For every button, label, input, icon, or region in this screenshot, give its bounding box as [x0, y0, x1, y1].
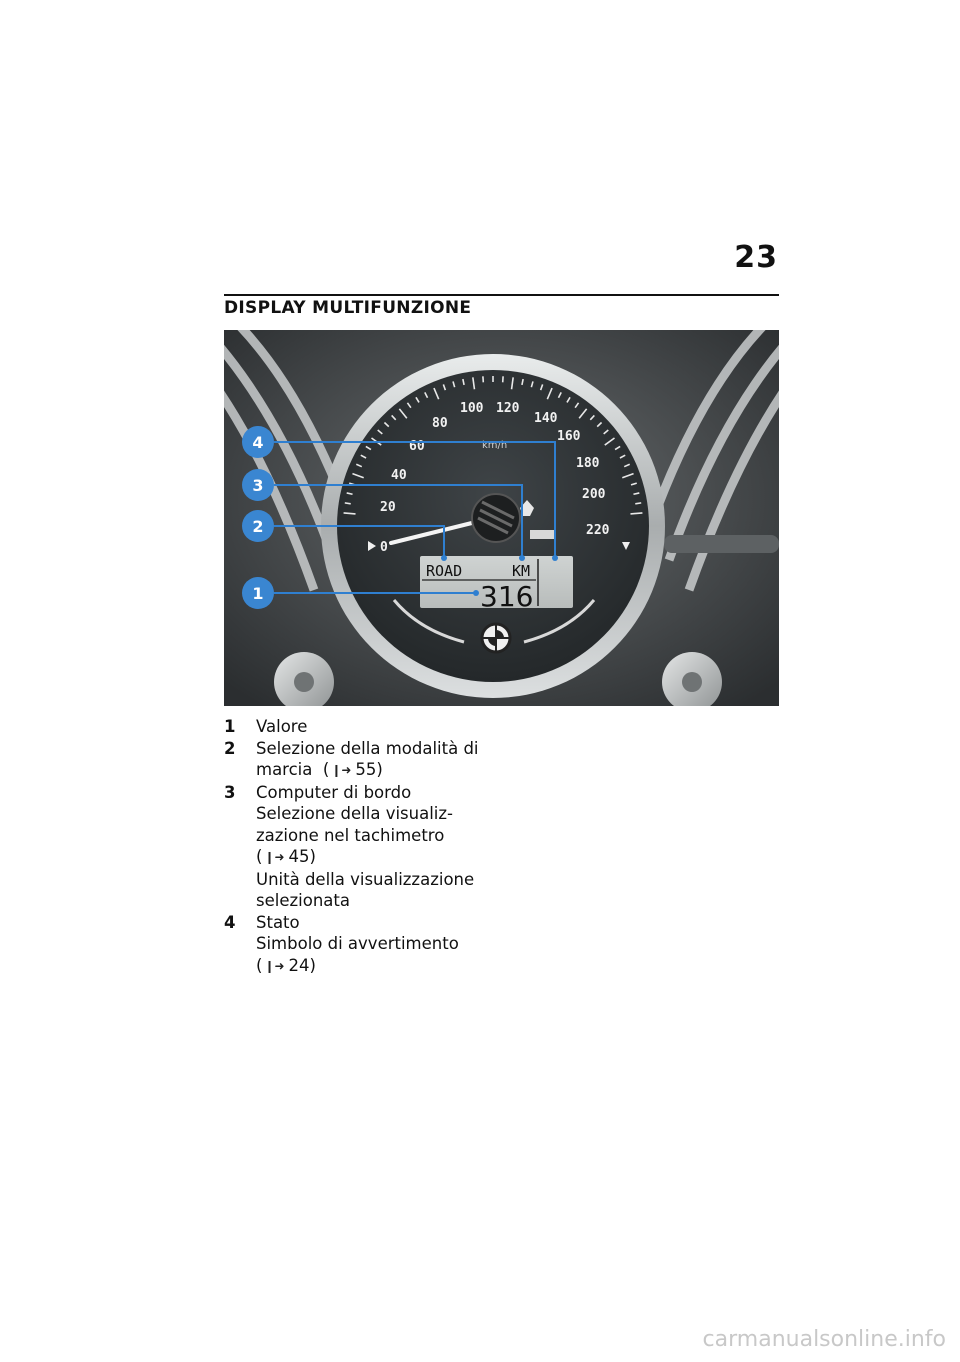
- page-reference: 55): [355, 760, 383, 779]
- section-title: DISPLAY MULTIFUNZIONE: [224, 298, 472, 318]
- scale-label: 180: [576, 456, 600, 471]
- title-rule: [224, 294, 779, 296]
- left-bolt-center: [294, 672, 314, 692]
- lcd-unit: KM: [512, 562, 531, 580]
- legend-text: Unità della visualizzazione: [256, 869, 475, 889]
- callout-2: 2: [252, 517, 264, 536]
- lcd-mode: ROAD: [426, 562, 463, 580]
- page-reference-arrow-icon: ❙➜: [264, 850, 285, 864]
- watermark[interactable]: carmanualsonline.info: [702, 1327, 946, 1352]
- scale-label: 40: [391, 468, 407, 483]
- page-reference: 45): [288, 847, 316, 866]
- legend-item-2: 2 Selezione della modalità di marcia ( ❙➜ 55): [224, 738, 524, 782]
- scale-label: 80: [432, 416, 448, 431]
- legend-text: Computer di bordo: [256, 782, 412, 802]
- scale-label: 200: [582, 487, 606, 502]
- lcd-value: 316: [480, 580, 534, 613]
- scale-tick: [630, 513, 642, 514]
- legend-text: Simbolo di avvertimento: [256, 934, 459, 953]
- legend-item-3: 3 Computer di bordo Selezione della visualiz- zazione nel tachimetro ( ❙➜ 45) Unità della visualizzazione selezionata: [224, 782, 524, 912]
- callout-4: 4: [252, 433, 264, 452]
- page-reference-arrow-icon: ❙➜: [331, 763, 352, 777]
- legend-text: Stato: [256, 912, 300, 932]
- instrument-figure: [224, 330, 779, 706]
- page-reference-arrow-icon: ❙➜: [264, 958, 285, 973]
- scale-label: 20: [380, 500, 396, 515]
- scale-label: 160: [557, 429, 581, 444]
- legend-text: marcia: [256, 760, 313, 779]
- handlebar: [664, 535, 779, 553]
- status-indicator: [530, 530, 554, 539]
- legend-number: 2: [224, 738, 236, 758]
- scale-tick: [344, 513, 356, 514]
- legend-number: 4: [224, 912, 236, 932]
- callout-1: 1: [252, 584, 264, 603]
- legend-list: [224, 716, 524, 977]
- unit-label: km/h: [482, 440, 508, 451]
- scale-tick: [635, 503, 641, 504]
- scale-label: 220: [586, 523, 610, 538]
- page-number: 23: [734, 240, 778, 275]
- legend-text: zazione nel tachimetro: [256, 825, 445, 845]
- legend-number: 3: [224, 782, 236, 802]
- legend-item-1: [224, 716, 524, 738]
- legend-number: 1: [224, 717, 236, 736]
- legend-text: Selezione della modalità di: [256, 738, 479, 758]
- speedometer-illustration: [224, 330, 779, 706]
- legend-text: Valore: [256, 717, 308, 736]
- legend-text: Selezione della visualiz-: [256, 804, 454, 823]
- scale-label: 120: [496, 401, 520, 416]
- callout-3: 3: [252, 476, 264, 495]
- scale-tick: [345, 503, 351, 504]
- scale-label: 0: [380, 540, 388, 555]
- legend-item-4: 4 Stato Simbolo di avvertimento ( ❙➜ 24): [224, 912, 524, 978]
- right-bolt-center: [682, 672, 702, 692]
- scale-label: 60: [409, 439, 425, 454]
- legend-text: selezionata: [256, 891, 350, 910]
- scale-label: 100: [460, 401, 484, 416]
- scale-label: 140: [534, 411, 558, 426]
- page-reference: 24): [288, 955, 316, 975]
